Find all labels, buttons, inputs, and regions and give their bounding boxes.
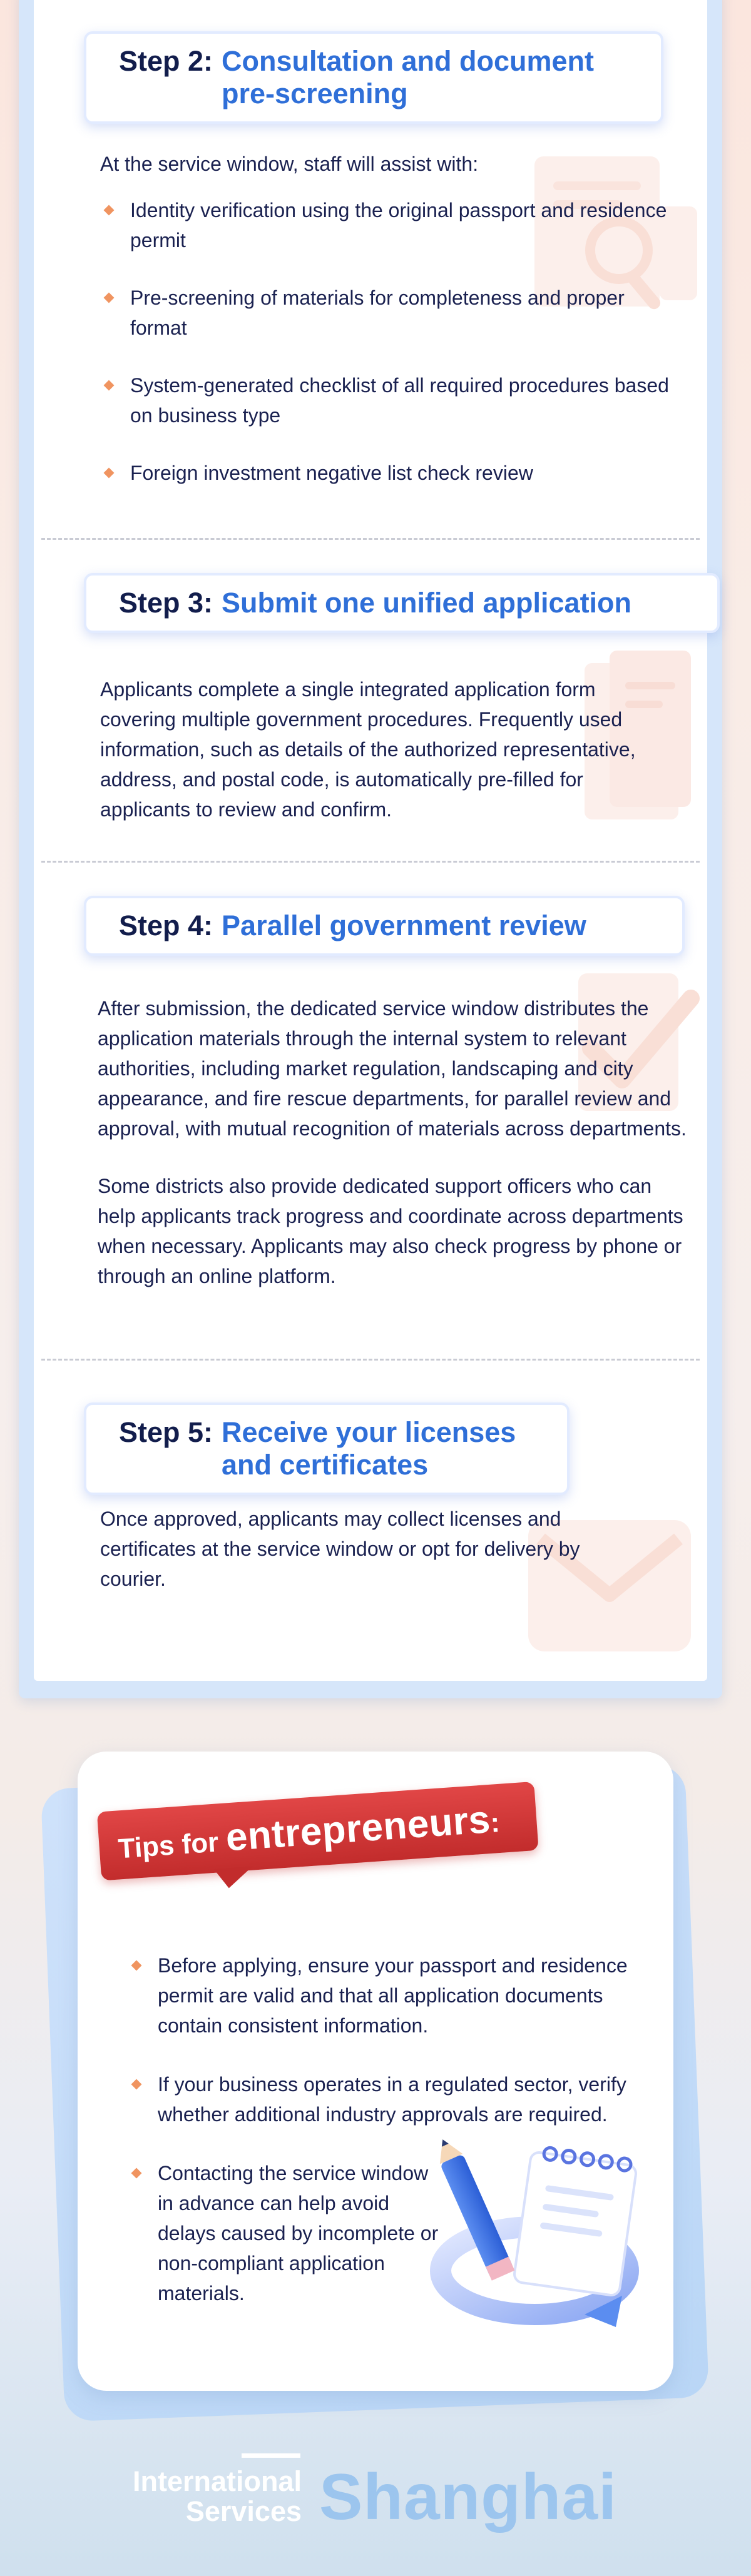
tips-title-main: entrepreneurs (224, 1798, 492, 1860)
step-3-title (119, 587, 688, 619)
tips-card (78, 1752, 673, 2391)
step-2-bullet-list (100, 195, 676, 488)
step-4-label: Step 4: (119, 910, 213, 941)
step-2-label: Step 2: (119, 45, 213, 77)
section-divider (41, 538, 700, 540)
step-2-title-box (84, 31, 663, 124)
step-2-intro: At the service window, staff will assist with: (100, 153, 479, 175)
step-2-bullet: System-generated checklist of all required procedures based on business type (100, 370, 676, 430)
step-3-paragraph: Applicants complete a single integrated application form covering multiple government procedures. Frequently used information, such as details of the authorized representative, address, and postal code, is automatically pre-filled for applicants to review and confirm. (100, 678, 636, 821)
step-5-paragraph: Once approved, applicants may collect licenses and certificates at the service window or opt for delivery by courier. (100, 1508, 580, 1590)
tip-item: Before applying, ensure your passport and residence permit are valid and that all application documents contain consistent information. (128, 1950, 653, 2041)
tip-item: Contacting the service window in advance can help avoid delays caused by incomplete or non-compliant application materials. (128, 2158, 441, 2308)
step-3-title-box (84, 573, 720, 633)
step-4-heading: Parallel government review (222, 910, 586, 941)
step-4-title (119, 910, 653, 942)
step-4-title-box (84, 896, 685, 956)
step-3-label: Step 3: (119, 587, 213, 619)
step-2-bullet: Identity verification using the original passport and residence permit (100, 195, 676, 255)
tip-item: If your business operates in a regulated sector, verify whether additional industry approvals are required. (128, 2069, 653, 2129)
steps-card-frame (19, 0, 722, 1698)
step-5-label: Step 5: (119, 1416, 213, 1448)
step-4-paragraph: Some districts also provide dedicated support officers who can help applicants track progress and coordinate across departments when necessary. Applicants may also check progress by phone or through an online platform. (98, 1175, 683, 1287)
steps-card (34, 0, 707, 1681)
step-2-bullet: Foreign investment negative list check review (100, 458, 676, 488)
step-2-body (100, 149, 676, 488)
footer-line-2: Services (185, 2495, 302, 2527)
step-5-title (119, 1416, 538, 1481)
step-3-body (100, 674, 676, 824)
step-4-body (98, 993, 692, 1291)
step-3-heading: Submit one unified application (222, 587, 632, 619)
step-5-title-box (84, 1402, 570, 1495)
footer-brand: Shanghai (319, 2461, 618, 2533)
step-5-body (100, 1504, 613, 1594)
notepad-pencil-icon (428, 2139, 653, 2340)
step-2-bullet: Pre-screening of materials for completeness and proper format (100, 283, 676, 343)
step-2-heading: Consultation and document pre-screening (222, 45, 595, 109)
tips-title-colon: : (489, 1807, 501, 1838)
footer-accent-bar (242, 2453, 300, 2458)
step-5-heading: Receive your licenses and certificates (222, 1416, 516, 1481)
footer-line-1: International (132, 2465, 302, 2497)
tips-banner (97, 1782, 543, 1886)
footer-org-name (116, 2467, 302, 2527)
tips-title-prefix: Tips for (117, 1826, 228, 1865)
step-2-title (119, 45, 632, 110)
tips-banner-tail (214, 1867, 254, 1889)
section-divider (41, 1359, 700, 1361)
section-divider (41, 861, 700, 863)
step-4-paragraph: After submission, the dedicated service window distributes the application materials through the internal system to relevant authorities, including market regulation, landscaping and city appearance, and fire rescue departments, for parallel review and approval, with mutual recognition of materials across departments. (98, 997, 687, 1140)
